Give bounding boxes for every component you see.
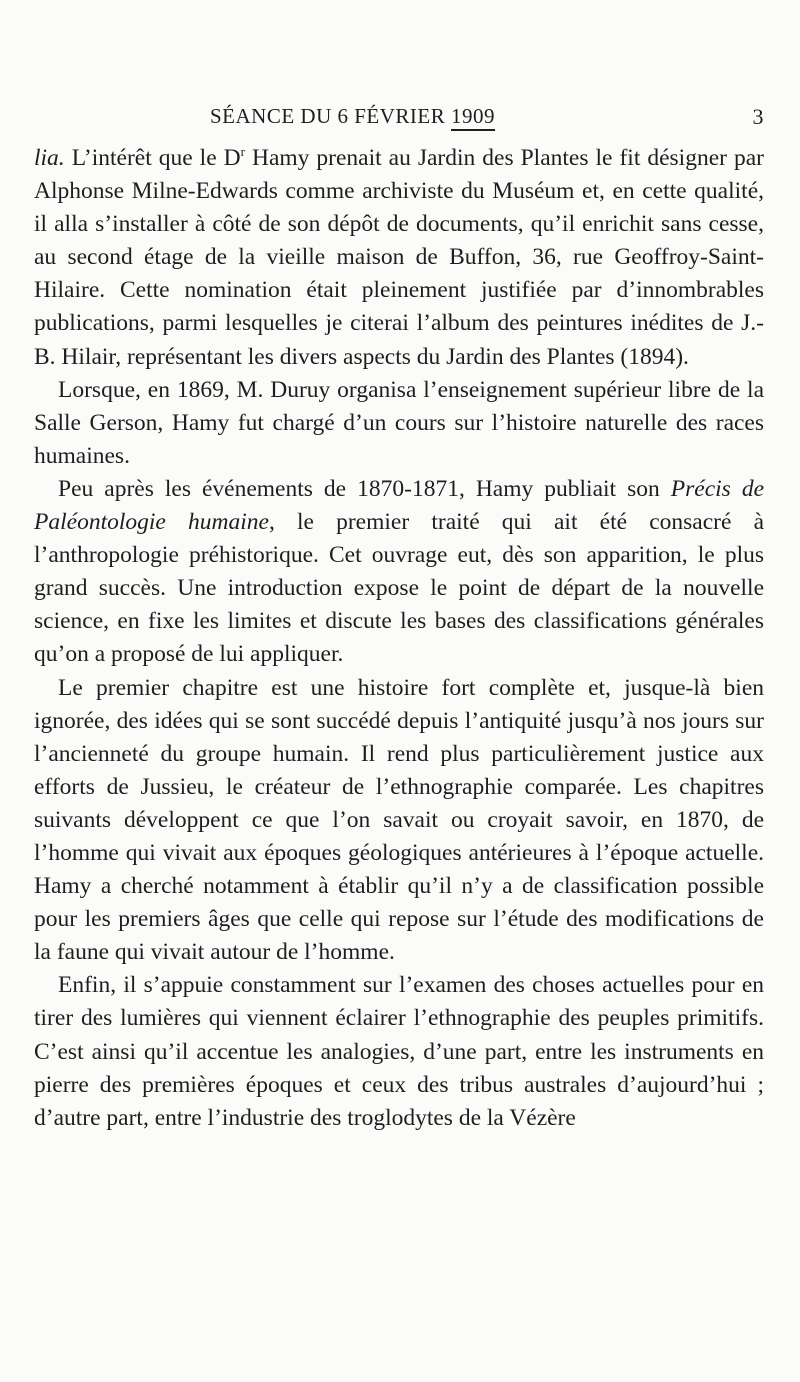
text-run: Lorsque, en 1869, M. Duruy organisa l’enseignement supérieur libre de la Salle Gerson, Hamy fut chargé d’un cours sur l’histoire naturelle des races humaines. <box>34 376 764 469</box>
paragraph <box>34 672 764 970</box>
text-run: L’intérêt que le D <box>64 145 241 171</box>
page <box>34 0 764 1135</box>
text-run: Le premier chapitre est une histoire fort complète et, jusque-là bien ignorée, des idées qui se sont succédé depuis l’antiquité jusqu’à nos jours sur l’ancienneté du groupe humain. Il rend plus particulièrement justice aux efforts de Jussieu, le créateur de l’ethnographie comparée. Les chapitres suivants développent ce que l’on savait ou croyait savoir, en 1870, de l’homme qui vivait aux époques géologiques antérieures à l’époque actuelle. Hamy a cherché notamment à établir qu’il n’y a de classification possible pour les premiers âges que celle qui repose sur l’étude des modifications de la faune qui vivait autour de l’homme. <box>34 674 764 966</box>
body-text <box>34 142 764 1135</box>
running-title-year: 1909 <box>451 104 496 128</box>
paragraph <box>34 473 764 672</box>
text-run: Peu après les événements de 1870-1871, Hamy publiait son <box>58 475 671 502</box>
italic-text: lia. <box>34 145 65 171</box>
text-run: Hamy prenait au Jardin des Plantes le fit désigner par Alphonse Milne-Edwards comme archiviste du Muséum et, en cette qualité, il alla s’installer à côté de son dépôt de documents, qu’il enrichit sans cesse, au second étage de la vieille maison de Buffon, 36, rue Geoffroy-Saint-Hilaire. Cette nomination était pleinement justifiée par d’innombrables publications, parmi lesquelles je citerai l’album des peintures inédites de J.-B. Hilair, représentant les divers aspects du Jardin des Plantes (1894). <box>34 145 764 370</box>
paragraph <box>34 374 764 473</box>
paragraph <box>34 142 764 374</box>
text-run: Enfin, il s’appuie constamment sur l’examen des choses actuelles pour en tirer des lumières qui viennent éclairer l’ethnographie des peuples primitifs. C’est ainsi qu’il accentue les analogies, d’une part, entre les instruments en pierre des premières époques et ceux des tribus australes d’aujourd’hui ; d’autre part, entre l’industrie des troglodytes de la Vézère <box>34 972 764 1131</box>
italic-text: Précis de Paléontologie humaine <box>34 475 764 536</box>
text-run: , le premier traité qui ait été consacré à l’anthropologie préhistorique. Cet ouvrage eut, dès son apparition, le plus grand succès. Une introduction expose le point de départ de la nouvelle science, en fixe les limites et discute les bases des classifications générales qu’on a proposé de lui appliquer. <box>34 509 764 668</box>
running-title <box>210 104 495 129</box>
superscript-text: r <box>240 144 245 159</box>
paragraph <box>34 969 764 1134</box>
running-head <box>34 98 764 142</box>
page-number: 3 <box>752 104 764 129</box>
running-title-text: SÉANCE DU 6 FÉVRIER <box>210 104 452 128</box>
